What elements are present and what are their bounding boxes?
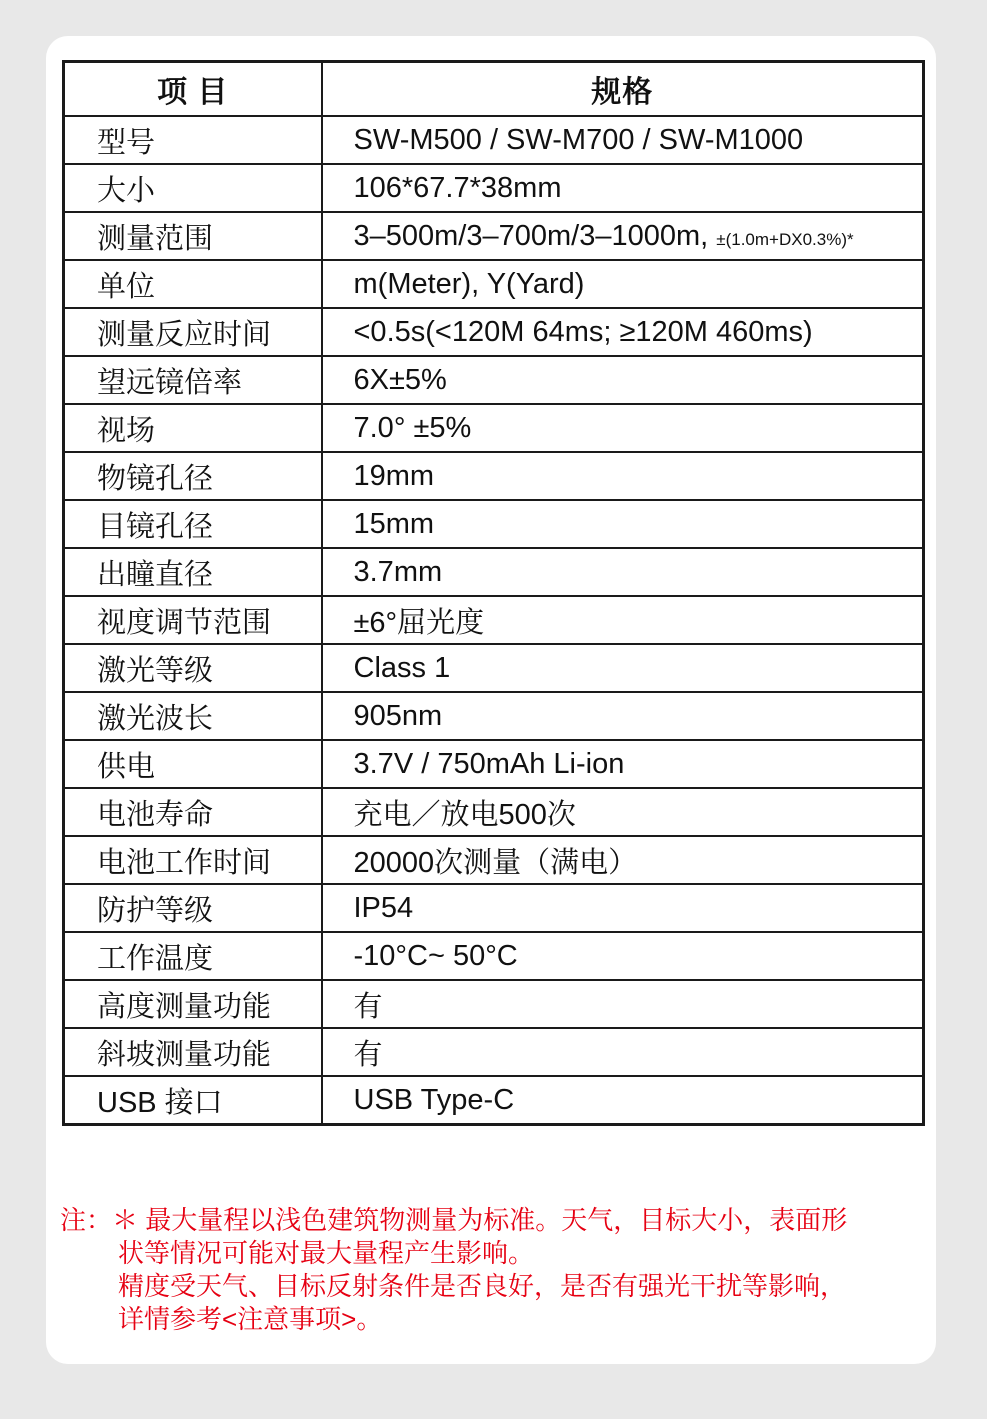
table-row <box>64 596 924 644</box>
row-value: 7.0° ±5% <box>322 404 924 452</box>
row-value: 6X±5% <box>322 356 924 404</box>
table-row <box>64 548 924 596</box>
row-value: IP54 <box>322 884 924 932</box>
table-row <box>64 164 924 212</box>
table-row <box>64 212 924 260</box>
row-label: 电池工作时间 <box>64 836 322 884</box>
accuracy-note: ±(1.0m+DX0.3%)* <box>716 229 854 249</box>
spec-table <box>62 60 925 1126</box>
table-row <box>64 740 924 788</box>
table-row <box>64 980 924 1028</box>
table-row <box>64 308 924 356</box>
row-label: 工作温度 <box>64 932 322 980</box>
table-row <box>64 500 924 548</box>
row-value: m(Meter), Y(Yard) <box>322 260 924 308</box>
header-spec: 规格 <box>322 62 924 117</box>
table-row <box>64 932 924 980</box>
row-label: 望远镜倍率 <box>64 356 322 404</box>
row-value: 19mm <box>322 452 924 500</box>
table-row <box>64 692 924 740</box>
table-row <box>64 836 924 884</box>
row-value: ±6°屈光度 <box>322 596 924 644</box>
row-label: 视度调节范围 <box>64 596 322 644</box>
row-label: 供电 <box>64 740 322 788</box>
row-value: 3.7mm <box>322 548 924 596</box>
spec-card <box>46 36 936 1364</box>
row-value: <0.5s(<120M 64ms; ≥120M 460ms) <box>322 308 924 356</box>
row-label: 测量范围 <box>64 212 322 260</box>
row-value: 106*67.7*38mm <box>322 164 924 212</box>
row-value: -10°C~ 50°C <box>322 932 924 980</box>
row-value: 20000次测量（满电） <box>322 836 924 884</box>
row-value: Class 1 <box>322 644 924 692</box>
row-value: 15mm <box>322 500 924 548</box>
row-label: 防护等级 <box>64 884 322 932</box>
header-item: 项 目 <box>64 62 322 117</box>
range-value: 3–500m/3–700m/3–1000m, <box>353 219 709 252</box>
row-label: 单位 <box>64 260 322 308</box>
table-row <box>64 116 924 164</box>
table-row <box>64 260 924 308</box>
table-row <box>64 884 924 932</box>
row-label: 高度测量功能 <box>64 980 322 1028</box>
row-label: 视场 <box>64 404 322 452</box>
row-value: 充电／放电500次 <box>322 788 924 836</box>
row-value: SW-M500 / SW-M700 / SW-M1000 <box>322 116 924 164</box>
footnote-line: 详情参考<注意事项>。 <box>118 1304 383 1334</box>
row-value: 有 <box>322 980 924 1028</box>
row-value <box>322 212 924 260</box>
table-row <box>64 644 924 692</box>
row-label: 测量反应时间 <box>64 308 322 356</box>
table-row <box>64 788 924 836</box>
row-value: USB Type-C <box>322 1076 924 1125</box>
row-label: 物镜孔径 <box>64 452 322 500</box>
table-row <box>64 356 924 404</box>
footnote-line: 精度受天气、目标反射条件是否良好，是否有强光干扰等影响， <box>118 1271 847 1301</box>
row-value: 905nm <box>322 692 924 740</box>
row-label: USB 接口 <box>64 1076 322 1125</box>
table-row <box>64 1076 924 1125</box>
row-label: 大小 <box>64 164 322 212</box>
table-header-row <box>64 62 924 117</box>
row-label: 目镜孔径 <box>64 500 322 548</box>
row-label: 激光等级 <box>64 644 322 692</box>
footnote-line: 注：＊ 最大量程以浅色建筑物测量为标准。天气，目标大小，表面形 <box>60 1205 848 1235</box>
row-value: 3.7V / 750mAh Li-ion <box>322 740 924 788</box>
row-label: 斜坡测量功能 <box>64 1028 322 1076</box>
row-label: 激光波长 <box>64 692 322 740</box>
row-label: 电池寿命 <box>64 788 322 836</box>
row-label: 型号 <box>64 116 322 164</box>
footnote-line: 状等情况可能对最大量程产生影响。 <box>118 1238 535 1268</box>
row-value: 有 <box>322 1028 924 1076</box>
table-row <box>64 1028 924 1076</box>
table-row <box>64 452 924 500</box>
footnote <box>60 1204 926 1336</box>
row-label: 出瞳直径 <box>64 548 322 596</box>
table-row <box>64 404 924 452</box>
